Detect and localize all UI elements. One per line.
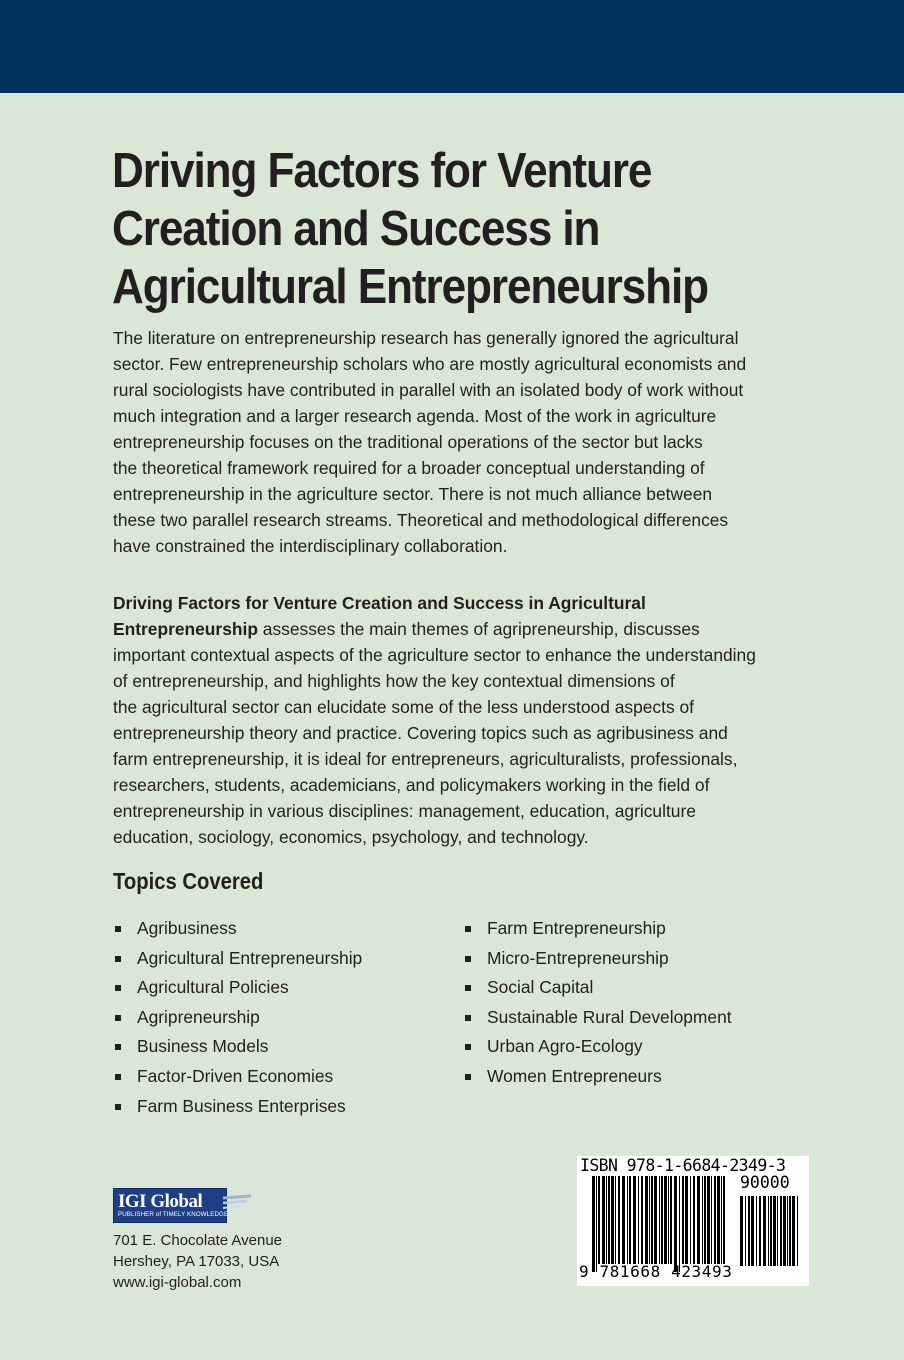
text-line: have constrained the interdisciplinary collaboration. [113,536,508,556]
topic-item: Social Capital [463,973,732,1003]
book-title-inline: Entrepreneurship [113,619,258,639]
logo-tagline: PUBLISHER of TIMELY KNOWLEDGE [118,1211,229,1218]
description-paragraph-2 [113,590,803,850]
barcode-bar [682,1176,684,1264]
barcode-bar [659,1176,660,1264]
topic-item: Factor-Driven Economies [113,1062,362,1092]
text-line: The literature on entrepreneurship research has generally ignored the agricultural [113,328,739,348]
topic-item: Business Models [113,1032,362,1062]
publisher-website: www.igi-global.com [113,1274,242,1291]
barcode-bar [679,1176,680,1272]
barcode-bar [740,1196,743,1266]
publisher-logo [113,1188,253,1222]
book-title-inline: Driving Factors for Venture Creation and Success in Agricultural [113,593,646,613]
description-paragraph-1 [113,325,803,559]
address-line: Hershey, PA 17033, USA [113,1253,280,1270]
text-line: farm entrepreneurship, it is ideal for entrepreneurs, agriculturalists, professionals, [113,749,738,769]
barcode-bar [664,1176,667,1264]
topic-item: Urban Agro-Ecology [463,1032,732,1062]
barcode-bar [602,1176,605,1264]
barcode-bar [668,1176,669,1264]
barcode-bar [627,1176,628,1264]
text-line [113,590,803,616]
barcode-bar [773,1196,776,1266]
barcode-bar [759,1196,761,1266]
barcode-bar [717,1176,720,1264]
barcode-bar [629,1176,631,1264]
barcode-bar [690,1176,691,1264]
barcode-bar [763,1196,766,1266]
text-line: education, sociology, economics, psychology, and technology. [113,827,589,847]
topics-heading: Topics Covered [113,868,264,894]
text-fragment: assesses the main themes of agripreneurship, discusses [257,619,700,639]
text-line: the agricultural sector can elucidate some of the less understood aspects of [113,697,694,717]
barcode-bar [745,1196,746,1266]
barcode-bar [608,1176,610,1264]
barcode-bar [649,1176,650,1264]
topic-item: Women Entrepreneurs [463,1062,732,1092]
text-line: these two parallel research streams. Theoretical and methodological differences [113,510,729,530]
barcode-bar [783,1196,786,1266]
barcode-bar [651,1176,653,1264]
topic-item: Agricultural Entrepreneurship [113,944,362,974]
barcode-bar [674,1176,677,1272]
barcode-bar [645,1176,648,1264]
text-line: the theoretical framework required for a broader conceptual understanding of [113,458,705,478]
title-line: Creation and Success in [112,202,600,256]
barcode-bar [770,1196,772,1266]
topics-list-right [463,914,732,1092]
barcode-bar [780,1196,782,1266]
barcode-bar [622,1176,625,1264]
barcode-bar [789,1196,791,1266]
barcode-bar [777,1196,778,1266]
barcode-bar [598,1176,600,1264]
topic-item: Micro-Entrepreneurship [463,944,732,974]
barcode-bar [711,1176,712,1264]
barcode-bar [723,1176,725,1264]
ean-number: 9 781668 423493 [579,1262,733,1281]
text-line: rural sociologists have contributed in parallel with an isolated body of work without [113,380,744,400]
barcode-bar [756,1196,757,1266]
barcode-bar [615,1176,616,1264]
topic-item: Agribusiness [113,914,362,944]
barcode-bar [661,1176,663,1264]
barcode-bar [670,1176,672,1264]
barcode-bar [697,1176,700,1264]
isbn-number: ISBN 978-1-6684-2349-3 [580,1156,786,1175]
text-line: entrepreneurship in various disciplines: management, education, agriculture [113,801,696,821]
topic-item: Agricultural Policies [113,973,362,1003]
barcode-bar [618,1176,620,1264]
text-line: important contextual aspects of the agriculture sector to enhance the understanding [113,645,756,665]
text-line [113,616,803,642]
topic-item: Agripreneurship [113,1003,362,1033]
barcode-bar [768,1196,769,1266]
text-line: researchers, students, academicians, and policymakers working in the field of [113,775,710,795]
text-line: entrepreneurship theory and practice. Covering topics such as agribusiness and [113,723,728,743]
isbn-barcode [577,1156,809,1286]
topic-item: Farm Entrepreneurship [463,914,732,944]
barcode-bar [638,1176,639,1264]
logo-swoosh-icon [197,1192,253,1218]
barcode-bar [641,1176,643,1264]
text-line: much integration and a larger research agenda. Most of the work in agriculture [113,406,717,426]
address-line: 701 E. Chocolate Avenue [113,1232,283,1249]
barcode-bar [721,1176,722,1264]
text-line: entrepreneurship in the agriculture sector. There is not much alliance between [113,484,713,504]
barcode-bar [702,1176,703,1264]
book-title [112,142,742,316]
barcode-bar [654,1176,657,1264]
price-code: 90000 [740,1173,790,1192]
barcode-bar [787,1196,788,1266]
text-line: sector. Few entrepreneurship scholars who are mostly agricultural economists and [113,354,747,374]
barcode-bar [707,1176,710,1264]
topic-item: Farm Business Enterprises [113,1092,362,1122]
barcode-bar [714,1176,716,1264]
barcode-bar [751,1196,754,1266]
top-color-band [0,0,904,93]
barcode-bar [685,1176,688,1264]
barcode-bar [792,1196,795,1266]
topic-item: Sustainable Rural Development [463,1003,732,1033]
text-line: entrepreneurship focuses on the traditional operations of the sector but lacks [113,432,703,452]
barcode-bar [606,1176,607,1264]
title-line: Driving Factors for Venture [112,144,652,198]
logo-name: IGI Global [118,1191,203,1212]
publisher-address [113,1230,282,1293]
barcode-bar [748,1196,750,1266]
text-line: of entrepreneurship, and highlights how the key contextual dimensions of [113,671,675,691]
barcode-bar [592,1176,595,1272]
title-line: Agricultural Entrepreneurship [112,260,708,314]
barcode-bar [693,1176,695,1264]
topics-list-left [113,914,362,1121]
barcode-bar [611,1176,614,1264]
barcode-bar [704,1176,706,1264]
barcode-bar [596,1176,597,1272]
barcode-bar [633,1176,636,1264]
barcode-bar [797,1196,798,1266]
